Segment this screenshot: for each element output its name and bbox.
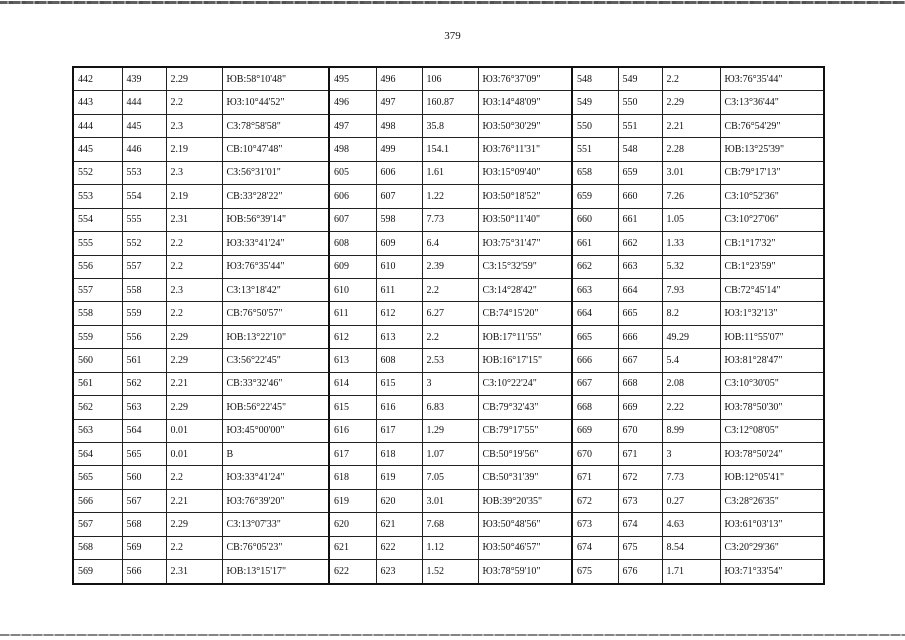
cell-distance: 2.3 <box>166 161 222 184</box>
cell-from: 565 <box>73 466 122 489</box>
cell-bearing: СВ:72°45'14" <box>720 278 824 301</box>
cell-from: 552 <box>73 161 122 184</box>
cell-to: 446 <box>122 138 166 161</box>
cell-from: 613 <box>329 349 376 372</box>
cell-distance: 6.27 <box>422 302 478 325</box>
cell-from: 557 <box>73 278 122 301</box>
cell-bearing: СВ:76°05'23" <box>222 536 329 559</box>
cell-from: 673 <box>572 513 618 536</box>
cell-bearing: СЗ:10°22'24" <box>478 372 572 395</box>
cell-from: 667 <box>572 372 618 395</box>
cell-bearing: ЮВ:12°05'41" <box>720 466 824 489</box>
cell-distance: 2.29 <box>166 396 222 419</box>
table-row <box>73 232 824 255</box>
cell-bearing: СЗ:78°58'58" <box>222 114 329 137</box>
cell-from: 555 <box>73 232 122 255</box>
cell-from: 659 <box>572 185 618 208</box>
cell-from: 562 <box>73 396 122 419</box>
cell-distance: 2.21 <box>166 489 222 512</box>
cell-bearing: СЗ:10°27'06" <box>720 208 824 231</box>
cell-to: 668 <box>618 372 662 395</box>
cell-distance: 3 <box>422 372 478 395</box>
cell-to: 557 <box>122 255 166 278</box>
cell-from: 671 <box>572 466 618 489</box>
cell-to: 565 <box>122 443 166 466</box>
cell-from: 611 <box>329 302 376 325</box>
table-row <box>73 185 824 208</box>
table-row <box>73 325 824 348</box>
cell-to: 553 <box>122 161 166 184</box>
cell-to: 620 <box>376 489 422 512</box>
cell-from: 609 <box>329 255 376 278</box>
cell-distance: 2.39 <box>422 255 478 278</box>
cell-from: 606 <box>329 185 376 208</box>
cell-distance: 7.93 <box>662 278 720 301</box>
cell-to: 675 <box>618 536 662 559</box>
cell-distance: 8.2 <box>662 302 720 325</box>
cell-bearing: ЮЗ:76°35'44" <box>720 67 824 91</box>
cell-to: 665 <box>618 302 662 325</box>
cell-from: 668 <box>572 396 618 419</box>
cell-bearing: ЮЗ:45°00'00" <box>222 419 329 442</box>
cell-to: 664 <box>618 278 662 301</box>
table-row <box>73 372 824 395</box>
cell-to: 676 <box>618 560 662 584</box>
cell-from: 550 <box>572 114 618 137</box>
cell-distance: 7.73 <box>422 208 478 231</box>
cell-from: 665 <box>572 325 618 348</box>
cell-bearing: ЮВ:13°25'39" <box>720 138 824 161</box>
cell-bearing: ЮВ:16°17'15" <box>478 349 572 372</box>
top-scan-border <box>0 1 905 4</box>
cell-bearing: СВ:33°28'22" <box>222 185 329 208</box>
table-row <box>73 255 824 278</box>
page-number: 379 <box>444 30 461 42</box>
cell-from: 662 <box>572 255 618 278</box>
cell-to: 616 <box>376 396 422 419</box>
cell-to: 550 <box>618 91 662 114</box>
cell-bearing: ЮВ:13°22'10" <box>222 325 329 348</box>
cell-to: 672 <box>618 466 662 489</box>
cell-bearing: ЮЗ:76°39'20" <box>222 489 329 512</box>
table-row <box>73 67 824 91</box>
cell-to: 568 <box>122 513 166 536</box>
cell-bearing: СВ:79°32'43" <box>478 396 572 419</box>
cell-distance: 0.01 <box>166 443 222 466</box>
cell-bearing: СВ:50°19'56" <box>478 443 572 466</box>
cell-to: 669 <box>618 396 662 419</box>
cell-bearing: ЮЗ:76°11'31" <box>478 138 572 161</box>
cell-to: 559 <box>122 302 166 325</box>
cell-to: 598 <box>376 208 422 231</box>
cell-bearing: ЮЗ:33°41'24" <box>222 232 329 255</box>
cell-bearing: СЗ:10°52'36" <box>720 185 824 208</box>
cell-to: 618 <box>376 443 422 466</box>
cell-distance: 2.53 <box>422 349 478 372</box>
cell-to: 613 <box>376 325 422 348</box>
cell-from: 658 <box>572 161 618 184</box>
cell-bearing: ЮЗ:33°41'24" <box>222 466 329 489</box>
cell-to: 445 <box>122 114 166 137</box>
cell-bearing: ЮЗ:10°44'52" <box>222 91 329 114</box>
cell-to: 569 <box>122 536 166 559</box>
cell-distance: 1.05 <box>662 208 720 231</box>
cell-distance: 1.22 <box>422 185 478 208</box>
cell-from: 607 <box>329 208 376 231</box>
cell-to: 674 <box>618 513 662 536</box>
cell-from: 442 <box>73 67 122 91</box>
table-row <box>73 536 824 559</box>
cell-bearing: СЗ:56°22'45" <box>222 349 329 372</box>
cell-distance: 2.2 <box>166 255 222 278</box>
cell-to: 556 <box>122 325 166 348</box>
cell-bearing: ЮЗ:15°09'40" <box>478 161 572 184</box>
cell-to: 617 <box>376 419 422 442</box>
cell-to: 610 <box>376 255 422 278</box>
cell-from: 622 <box>329 560 376 584</box>
cell-to: 498 <box>376 114 422 137</box>
cell-from: 661 <box>572 232 618 255</box>
cell-bearing: ЮЗ:50°11'40" <box>478 208 572 231</box>
cell-to: 621 <box>376 513 422 536</box>
cell-bearing: ЮЗ:61°03'13" <box>720 513 824 536</box>
cell-bearing: СЗ:56°31'01" <box>222 161 329 184</box>
cell-distance: 2.22 <box>662 396 720 419</box>
cell-from: 561 <box>73 372 122 395</box>
cell-distance: 0.27 <box>662 489 720 512</box>
cell-to: 552 <box>122 232 166 255</box>
cell-distance: 5.32 <box>662 255 720 278</box>
cell-to: 611 <box>376 278 422 301</box>
cell-to: 660 <box>618 185 662 208</box>
cell-from: 548 <box>572 67 618 91</box>
cell-distance: 2.3 <box>166 114 222 137</box>
cell-bearing: СВ:33°32'46" <box>222 372 329 395</box>
cell-from: 497 <box>329 114 376 137</box>
cell-distance: 5.4 <box>662 349 720 372</box>
cell-bearing: ЮЗ:76°37'09" <box>478 67 572 91</box>
cell-distance: 2.28 <box>662 138 720 161</box>
cell-to: 555 <box>122 208 166 231</box>
cell-distance: 3 <box>662 443 720 466</box>
cell-from: 496 <box>329 91 376 114</box>
cell-from: 660 <box>572 208 618 231</box>
cell-bearing: ЮЗ:81°28'47" <box>720 349 824 372</box>
cell-bearing: СЗ:15°32'59" <box>478 255 572 278</box>
cell-to: 444 <box>122 91 166 114</box>
cell-distance: 2.2 <box>166 91 222 114</box>
cell-to: 558 <box>122 278 166 301</box>
cell-from: 563 <box>73 419 122 442</box>
cell-from: 568 <box>73 536 122 559</box>
cell-distance: 6.4 <box>422 232 478 255</box>
cell-bearing: СЗ:13°18'42" <box>222 278 329 301</box>
cell-to: 667 <box>618 349 662 372</box>
cell-from: 675 <box>572 560 618 584</box>
cell-to: 673 <box>618 489 662 512</box>
cell-distance: 2.2 <box>166 466 222 489</box>
cell-bearing: ЮЗ:14°48'09" <box>478 91 572 114</box>
cell-distance: 2.31 <box>166 208 222 231</box>
cell-distance: 8.99 <box>662 419 720 442</box>
cell-distance: 1.61 <box>422 161 478 184</box>
cell-bearing: СВ:74°15'20" <box>478 302 572 325</box>
cell-bearing: ЮВ:17°11'55" <box>478 325 572 348</box>
cell-from: 554 <box>73 208 122 231</box>
cell-from: 614 <box>329 372 376 395</box>
table-row <box>73 419 824 442</box>
cell-distance: 2.31 <box>166 560 222 584</box>
table-body <box>73 67 824 584</box>
table-row <box>73 114 824 137</box>
cell-bearing: СВ:1°23'59" <box>720 255 824 278</box>
cell-from: 610 <box>329 278 376 301</box>
cell-from: 666 <box>572 349 618 372</box>
cell-to: 499 <box>376 138 422 161</box>
cell-from: 670 <box>572 443 618 466</box>
cell-distance: 3.01 <box>662 161 720 184</box>
cell-bearing: СВ:76°54'29" <box>720 114 824 137</box>
cell-distance: 106 <box>422 67 478 91</box>
cell-distance: 2.29 <box>166 349 222 372</box>
cell-from: 444 <box>73 114 122 137</box>
cell-to: 612 <box>376 302 422 325</box>
cell-distance: 4.63 <box>662 513 720 536</box>
cell-distance: 2.3 <box>166 278 222 301</box>
cell-from: 618 <box>329 466 376 489</box>
cell-from: 560 <box>73 349 122 372</box>
cell-distance: 35.8 <box>422 114 478 137</box>
bottom-scan-border <box>0 634 905 636</box>
cell-to: 551 <box>618 114 662 137</box>
cell-distance: 160.87 <box>422 91 478 114</box>
cell-distance: 1.52 <box>422 560 478 584</box>
table-row <box>73 560 824 584</box>
cell-from: 669 <box>572 419 618 442</box>
cell-from: 566 <box>73 489 122 512</box>
cell-distance: 2.2 <box>422 325 478 348</box>
cell-from: 559 <box>73 325 122 348</box>
cell-to: 560 <box>122 466 166 489</box>
cell-to: 659 <box>618 161 662 184</box>
cell-from: 674 <box>572 536 618 559</box>
cell-bearing: СВ:79°17'13" <box>720 161 824 184</box>
cell-bearing: СЗ:10°30'05" <box>720 372 824 395</box>
cell-bearing: СВ:1°17'32" <box>720 232 824 255</box>
cell-distance: 7.73 <box>662 466 720 489</box>
cell-bearing: СЗ:14°28'42" <box>478 278 572 301</box>
cell-distance: 7.26 <box>662 185 720 208</box>
cell-bearing: ЮЗ:75°31'47" <box>478 232 572 255</box>
cell-from: 556 <box>73 255 122 278</box>
cell-bearing: ЮВ:11°55'07" <box>720 325 824 348</box>
cell-from: 495 <box>329 67 376 91</box>
cell-from: 619 <box>329 489 376 512</box>
cell-from: 615 <box>329 396 376 419</box>
cell-distance: 1.12 <box>422 536 478 559</box>
cell-to: 497 <box>376 91 422 114</box>
cell-distance: 2.08 <box>662 372 720 395</box>
cell-bearing: ЮВ:58°10'48" <box>222 67 329 91</box>
cell-to: 567 <box>122 489 166 512</box>
cell-distance: 2.2 <box>166 536 222 559</box>
cell-distance: 154.1 <box>422 138 478 161</box>
cell-bearing: ЮЗ:50°30'29" <box>478 114 572 137</box>
cell-to: 608 <box>376 349 422 372</box>
table-row <box>73 466 824 489</box>
cell-to: 563 <box>122 396 166 419</box>
table-row <box>73 349 824 372</box>
cell-bearing: ЮЗ:50°46'57" <box>478 536 572 559</box>
cell-bearing: СЗ:12°08'05" <box>720 419 824 442</box>
cell-to: 662 <box>618 232 662 255</box>
cell-from: 498 <box>329 138 376 161</box>
cell-bearing: ЮВ:39°20'35" <box>478 489 572 512</box>
cell-bearing: СВ:76°50'57" <box>222 302 329 325</box>
cell-distance: 2.29 <box>166 67 222 91</box>
cell-distance: 2.21 <box>662 114 720 137</box>
cell-to: 561 <box>122 349 166 372</box>
cell-bearing: СЗ:13°36'44" <box>720 91 824 114</box>
table-row <box>73 513 824 536</box>
cell-bearing: ЮЗ:50°18'52" <box>478 185 572 208</box>
cell-bearing: ЮЗ:78°50'30" <box>720 396 824 419</box>
cell-bearing: СЗ:28°26'35" <box>720 489 824 512</box>
cell-distance: 1.29 <box>422 419 478 442</box>
cell-from: 621 <box>329 536 376 559</box>
cell-from: 612 <box>329 325 376 348</box>
table-row <box>73 161 824 184</box>
table-row <box>73 208 824 231</box>
cell-to: 670 <box>618 419 662 442</box>
cell-to: 666 <box>618 325 662 348</box>
cell-distance: 7.05 <box>422 466 478 489</box>
cell-to: 619 <box>376 466 422 489</box>
cell-to: 606 <box>376 161 422 184</box>
cell-bearing: ЮЗ:78°59'10" <box>478 560 572 584</box>
cell-to: 564 <box>122 419 166 442</box>
cell-to: 562 <box>122 372 166 395</box>
survey-coordinates-table <box>72 66 825 585</box>
cell-from: 672 <box>572 489 618 512</box>
cell-distance: 8.54 <box>662 536 720 559</box>
cell-bearing: ЮВ:56°39'14" <box>222 208 329 231</box>
cell-from: 569 <box>73 560 122 584</box>
cell-to: 663 <box>618 255 662 278</box>
cell-distance: 2.19 <box>166 138 222 161</box>
cell-distance: 6.83 <box>422 396 478 419</box>
cell-distance: 2.21 <box>166 372 222 395</box>
cell-from: 605 <box>329 161 376 184</box>
cell-from: 663 <box>572 278 618 301</box>
table-row <box>73 489 824 512</box>
cell-distance: 2.2 <box>166 302 222 325</box>
cell-from: 553 <box>73 185 122 208</box>
cell-bearing: ЮЗ:50°48'56" <box>478 513 572 536</box>
cell-bearing: ЮВ:56°22'45" <box>222 396 329 419</box>
cell-distance: 1.33 <box>662 232 720 255</box>
cell-from: 617 <box>329 443 376 466</box>
cell-from: 616 <box>329 419 376 442</box>
cell-to: 623 <box>376 560 422 584</box>
cell-distance: 1.71 <box>662 560 720 584</box>
cell-to: 671 <box>618 443 662 466</box>
cell-bearing: СВ:79°17'55" <box>478 419 572 442</box>
cell-distance: 2.29 <box>662 91 720 114</box>
table-row <box>73 278 824 301</box>
cell-bearing: ЮЗ:71°33'54" <box>720 560 824 584</box>
cell-to: 554 <box>122 185 166 208</box>
cell-bearing: ЮЗ:76°35'44" <box>222 255 329 278</box>
cell-bearing: В <box>222 443 329 466</box>
cell-distance: 2.2 <box>662 67 720 91</box>
cell-to: 549 <box>618 67 662 91</box>
cell-distance: 3.01 <box>422 489 478 512</box>
cell-distance: 2.2 <box>166 232 222 255</box>
cell-bearing: ЮВ:13°15'17" <box>222 560 329 584</box>
cell-to: 566 <box>122 560 166 584</box>
cell-bearing: СВ:50°31'39" <box>478 466 572 489</box>
cell-to: 609 <box>376 232 422 255</box>
cell-bearing: ЮЗ:78°50'24" <box>720 443 824 466</box>
cell-from: 664 <box>572 302 618 325</box>
cell-to: 622 <box>376 536 422 559</box>
table-row <box>73 302 824 325</box>
cell-distance: 2.29 <box>166 513 222 536</box>
table-row <box>73 138 824 161</box>
cell-from: 564 <box>73 443 122 466</box>
cell-from: 445 <box>73 138 122 161</box>
cell-to: 548 <box>618 138 662 161</box>
table-row <box>73 396 824 419</box>
table-row <box>73 443 824 466</box>
cell-from: 608 <box>329 232 376 255</box>
cell-bearing: ЮЗ:1°32'13" <box>720 302 824 325</box>
cell-from: 443 <box>73 91 122 114</box>
cell-to: 496 <box>376 67 422 91</box>
cell-from: 567 <box>73 513 122 536</box>
cell-distance: 0.01 <box>166 419 222 442</box>
cell-from: 549 <box>572 91 618 114</box>
cell-distance: 2.29 <box>166 325 222 348</box>
cell-distance: 1.07 <box>422 443 478 466</box>
cell-distance: 2.2 <box>422 278 478 301</box>
table-row <box>73 91 824 114</box>
cell-from: 551 <box>572 138 618 161</box>
cell-to: 439 <box>122 67 166 91</box>
cell-distance: 2.19 <box>166 185 222 208</box>
cell-from: 558 <box>73 302 122 325</box>
cell-to: 661 <box>618 208 662 231</box>
cell-bearing: СВ:10°47'48" <box>222 138 329 161</box>
cell-to: 607 <box>376 185 422 208</box>
cell-distance: 49.29 <box>662 325 720 348</box>
cell-to: 615 <box>376 372 422 395</box>
cell-bearing: СЗ:20°29'36" <box>720 536 824 559</box>
cell-from: 620 <box>329 513 376 536</box>
cell-bearing: СЗ:13°07'33" <box>222 513 329 536</box>
cell-distance: 7.68 <box>422 513 478 536</box>
